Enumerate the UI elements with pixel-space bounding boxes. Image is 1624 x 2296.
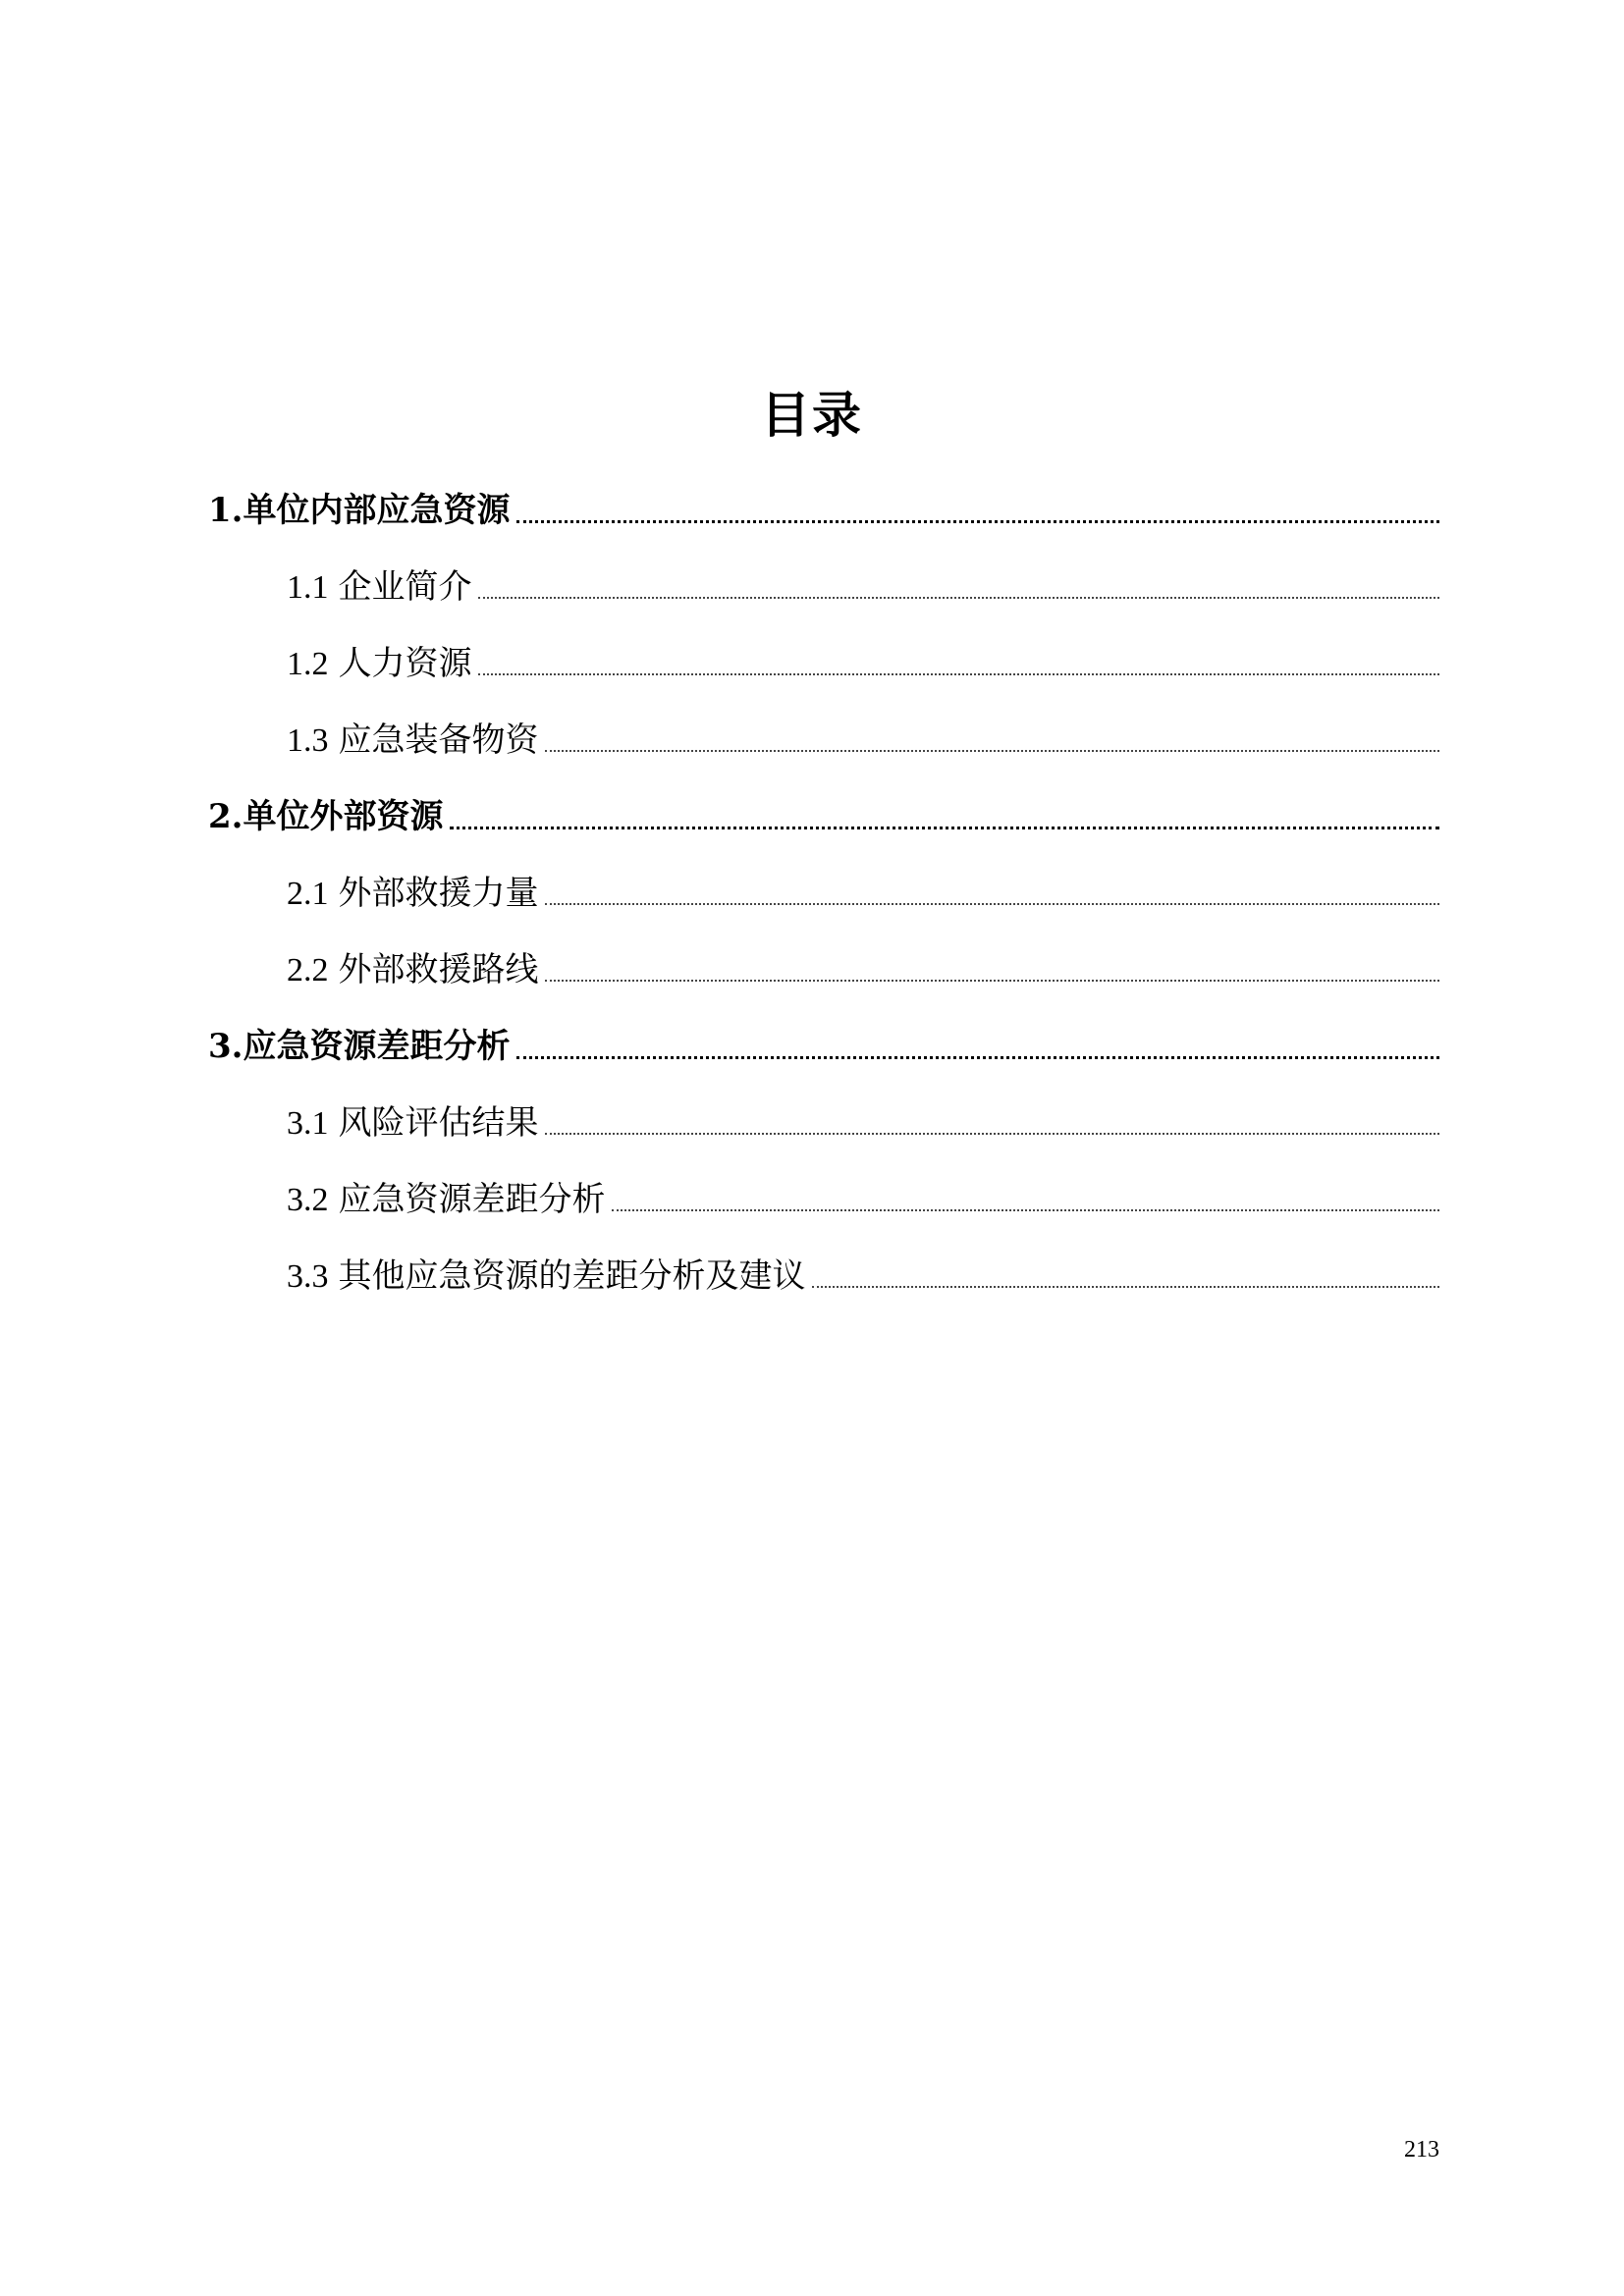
toc-entry-title: 人力资源 [338, 644, 472, 683]
toc-entry-number: 3.1 [287, 1105, 329, 1142]
toc-entry-number: 1. [208, 491, 244, 530]
toc-entry-title: 单位外部资源 [243, 797, 444, 836]
toc-entry-title: 企业简介 [338, 567, 472, 607]
toc-entry-number: 2.1 [287, 876, 329, 912]
page-number: 213 [1404, 2137, 1439, 2163]
toc-entry-number: 3. [208, 1027, 244, 1066]
toc-entry-title: 应急资源差距分析 [338, 1180, 606, 1219]
toc-entry-title: 单位内部应急资源 [243, 491, 511, 530]
toc-entry[interactable] [287, 945, 1439, 994]
toc-entry[interactable] [287, 562, 1439, 612]
toc-dot-leader [478, 639, 1440, 688]
toc-entry-number: 1.2 [287, 646, 329, 682]
toc-dot-leader [545, 869, 1440, 918]
toc-dot-leader [516, 486, 1440, 535]
toc-dot-leader [545, 716, 1440, 765]
toc-dot-leader [516, 1022, 1440, 1071]
toc-entry-title: 外部救援路线 [338, 950, 539, 989]
toc-entry[interactable] [208, 486, 1439, 535]
toc-entry-number: 3.3 [287, 1258, 329, 1295]
toc-entry[interactable] [287, 716, 1439, 765]
page-title: 目录 [761, 387, 863, 444]
toc-entry[interactable] [287, 639, 1439, 688]
toc-entry[interactable] [208, 792, 1439, 841]
toc-entry-number: 1.1 [287, 569, 329, 606]
toc-entry-number: 1.3 [287, 722, 329, 759]
toc-entry-number: 3.2 [287, 1182, 329, 1218]
toc-entry[interactable] [287, 1098, 1439, 1148]
toc-entry[interactable] [287, 1175, 1439, 1224]
toc-dot-leader [478, 562, 1440, 612]
toc-entry[interactable] [208, 1022, 1439, 1071]
toc-entry-title: 其他应急资源的差距分析及建议 [338, 1256, 806, 1296]
toc-entry-title: 风险评估结果 [338, 1103, 539, 1143]
toc-entry-number: 2.2 [287, 952, 329, 988]
toc-dot-leader [545, 945, 1440, 994]
toc-dot-leader [812, 1252, 1440, 1301]
toc-dot-leader [450, 792, 1440, 841]
toc-entry-title: 外部救援力量 [338, 874, 539, 913]
toc-entry-title: 应急装备物资 [338, 721, 539, 760]
toc-entry[interactable] [287, 1252, 1439, 1301]
toc-entry-number: 2. [208, 797, 244, 836]
toc-dot-leader [612, 1175, 1440, 1224]
toc-dot-leader [545, 1098, 1440, 1148]
toc-entry-title: 应急资源差距分析 [243, 1027, 511, 1066]
toc-entry[interactable] [287, 869, 1439, 918]
